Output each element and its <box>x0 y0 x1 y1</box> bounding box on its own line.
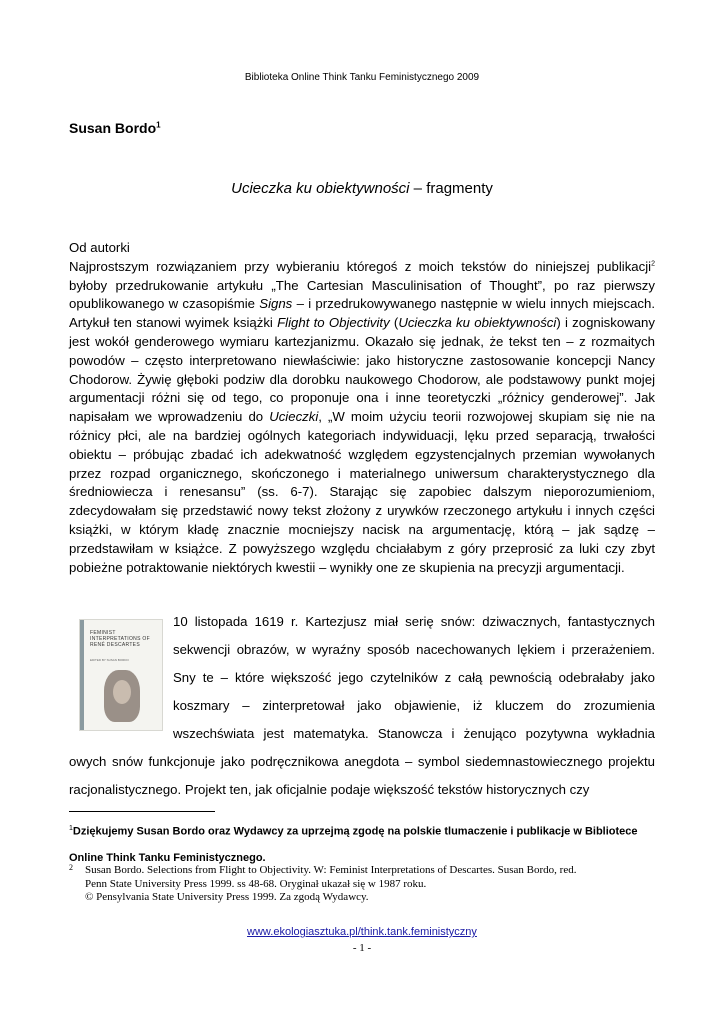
book-cover-subtitle: EDITED BY SUSAN BORDO <box>90 658 129 662</box>
intro-italic-ucieczki: Ucieczki <box>269 409 319 425</box>
footer-link[interactable]: www.ekologiasztuka.pl/think.tank.feministyczny <box>247 926 477 938</box>
running-header: Biblioteka Online Think Tanku Feministycznego 2009 <box>244 72 480 83</box>
page-footer <box>0 924 724 956</box>
page-number: - 1 - <box>352 942 372 954</box>
intro-text-1: Najprostszym rozwiązaniem przy wybieraniu któregoś z moich tekstów do niniejszej publikacji <box>69 258 652 274</box>
intro-heading: Od autorki <box>69 240 130 255</box>
title-italic: Ucieczka ku obiektywności <box>231 180 410 197</box>
footnote-2-line-1: Susan Bordo. Selections from Flight to Objectivity. W: Feminist Interpretations of Descartes. Susan Bordo, red. <box>85 864 577 876</box>
title-rest: – fragmenty <box>409 180 493 197</box>
intro-italic-flight: Flight to Objectivity <box>277 315 390 331</box>
intro-text-5: ) i zogniskowany jest wokół genderowego wymiaru kartezjanizmu. Okazało się jednak, że tekst ten – z rozmaitych powodów – często interpretowano niewłaściwie: jako historyczne zastosowanie koncepcji Nancy Chodorow. Żywię głęboki podziw dla dorobku naukowego Chodorow, ale podstawowy punkt mojej argumentacji różni się od tego, co proponuje ona i inne teoretyczki „różnicy genderowej”. Jak napisałam we wprowadzeniu do <box>69 315 655 425</box>
document-title <box>0 180 724 197</box>
author-name-text: Susan Bordo <box>69 120 157 136</box>
author-name <box>69 120 161 136</box>
intro-text-3: – i przedrukowywanego następnie w wielu innych miejscach. Artykuł ten stanowi wyimek książki <box>69 296 655 331</box>
intro-text-6: , „W moim użyciu teorii rozwojowej skupiam się nie na różnicy płci, ale na bardziej ogólnych kategoriach indywiduacji, lęku przed separacją, trwałości obiektu – próbując zbadać ich adekwatność względem egzystencjalnych przemian wywołanych przez rozpad organicznego, skończonego i materialnego uniwersum charakterystycznego dla średniowiecza i renesansu” (ss. 6-7). Starając się zapobiec dalszym nieporozumieniom, zdecydowałam się przedstawić nowy tekst złożony z urywków rzeczonego artykułu i innych części książki, w którym kładę znacznie mocniejszy nacisk na argumentację, którą – jak sądzę – przedstawiłam w książce. Z powyższego względu chciałabym z góry przeprosić za luki czy zbyt pobieżne potraktowanie niektórych kwestii – wynikły one ze skupienia na precyzji argumentacji. <box>69 409 655 575</box>
footnote-1-number: 1 <box>69 825 73 832</box>
footnote-1-text: Dziękujemy Susan Bordo oraz Wydawcy za uprzejmą zgodę na polskie tlumaczenie i publikacje w Bibliotece Online Think Tanku Feministycznego. <box>69 825 638 864</box>
footnote-2-number: 2 <box>69 863 73 872</box>
book-cover-title: FEMINIST INTERPRETATIONS OF RENÉ DESCARTES <box>90 630 150 648</box>
main-text <box>69 608 655 804</box>
intro-text-4: ( <box>389 315 399 331</box>
intro-section <box>69 239 655 577</box>
intro-text-2: byłoby przedrukowanie artykułu „The Cartesian Masculinisation of Thought”, po raz pierwszy opublikowanego w czasopiśmie <box>69 277 655 312</box>
footnote-2-line-3: © Pensylvania State University Press 1999. Za zgodą Wydawcy. <box>85 891 369 904</box>
intro-paragraph <box>69 258 655 578</box>
main-paragraph: 10 listopada 1619 r. Kartezjusz miał serię snów: dziwacznych, fantastycznych sekwencji obrazów, w wyraźny sposób nacechowanych lękiem i przerażeniem. Sny te – które większość jego czytelników z całą pewnością odebrałaby jako koszmary – zinterpretował jako objawienie, iż kluczem do zrozumienia wszechświata jest matematyka. Stanowcza i żenująco pozytywna wykładnia owych snów funkcjonuje jako podręcznikowa anegdota – symbol siedemnastowiecznego projektu racjonalistycznego. Projekt ten, jak oficjalnie podaje większość tekstów historycznych czy <box>69 614 655 797</box>
footnote-2 <box>69 864 659 905</box>
intro-italic-ucieczka: Ucieczka ku obiektywności <box>398 315 557 331</box>
footnote-divider <box>69 811 215 812</box>
footnote-2-line-2: Penn State University Press 1999. ss 48-68. Oryginał ukazał się w 1987 roku. <box>85 877 427 890</box>
footnote-ref-2[interactable]: 2 <box>651 260 655 268</box>
intro-italic-signs: Signs <box>259 296 293 312</box>
author-footnote-ref[interactable]: 1 <box>156 120 161 130</box>
footnote-1 <box>69 816 659 871</box>
image-float-spacer <box>69 608 173 748</box>
